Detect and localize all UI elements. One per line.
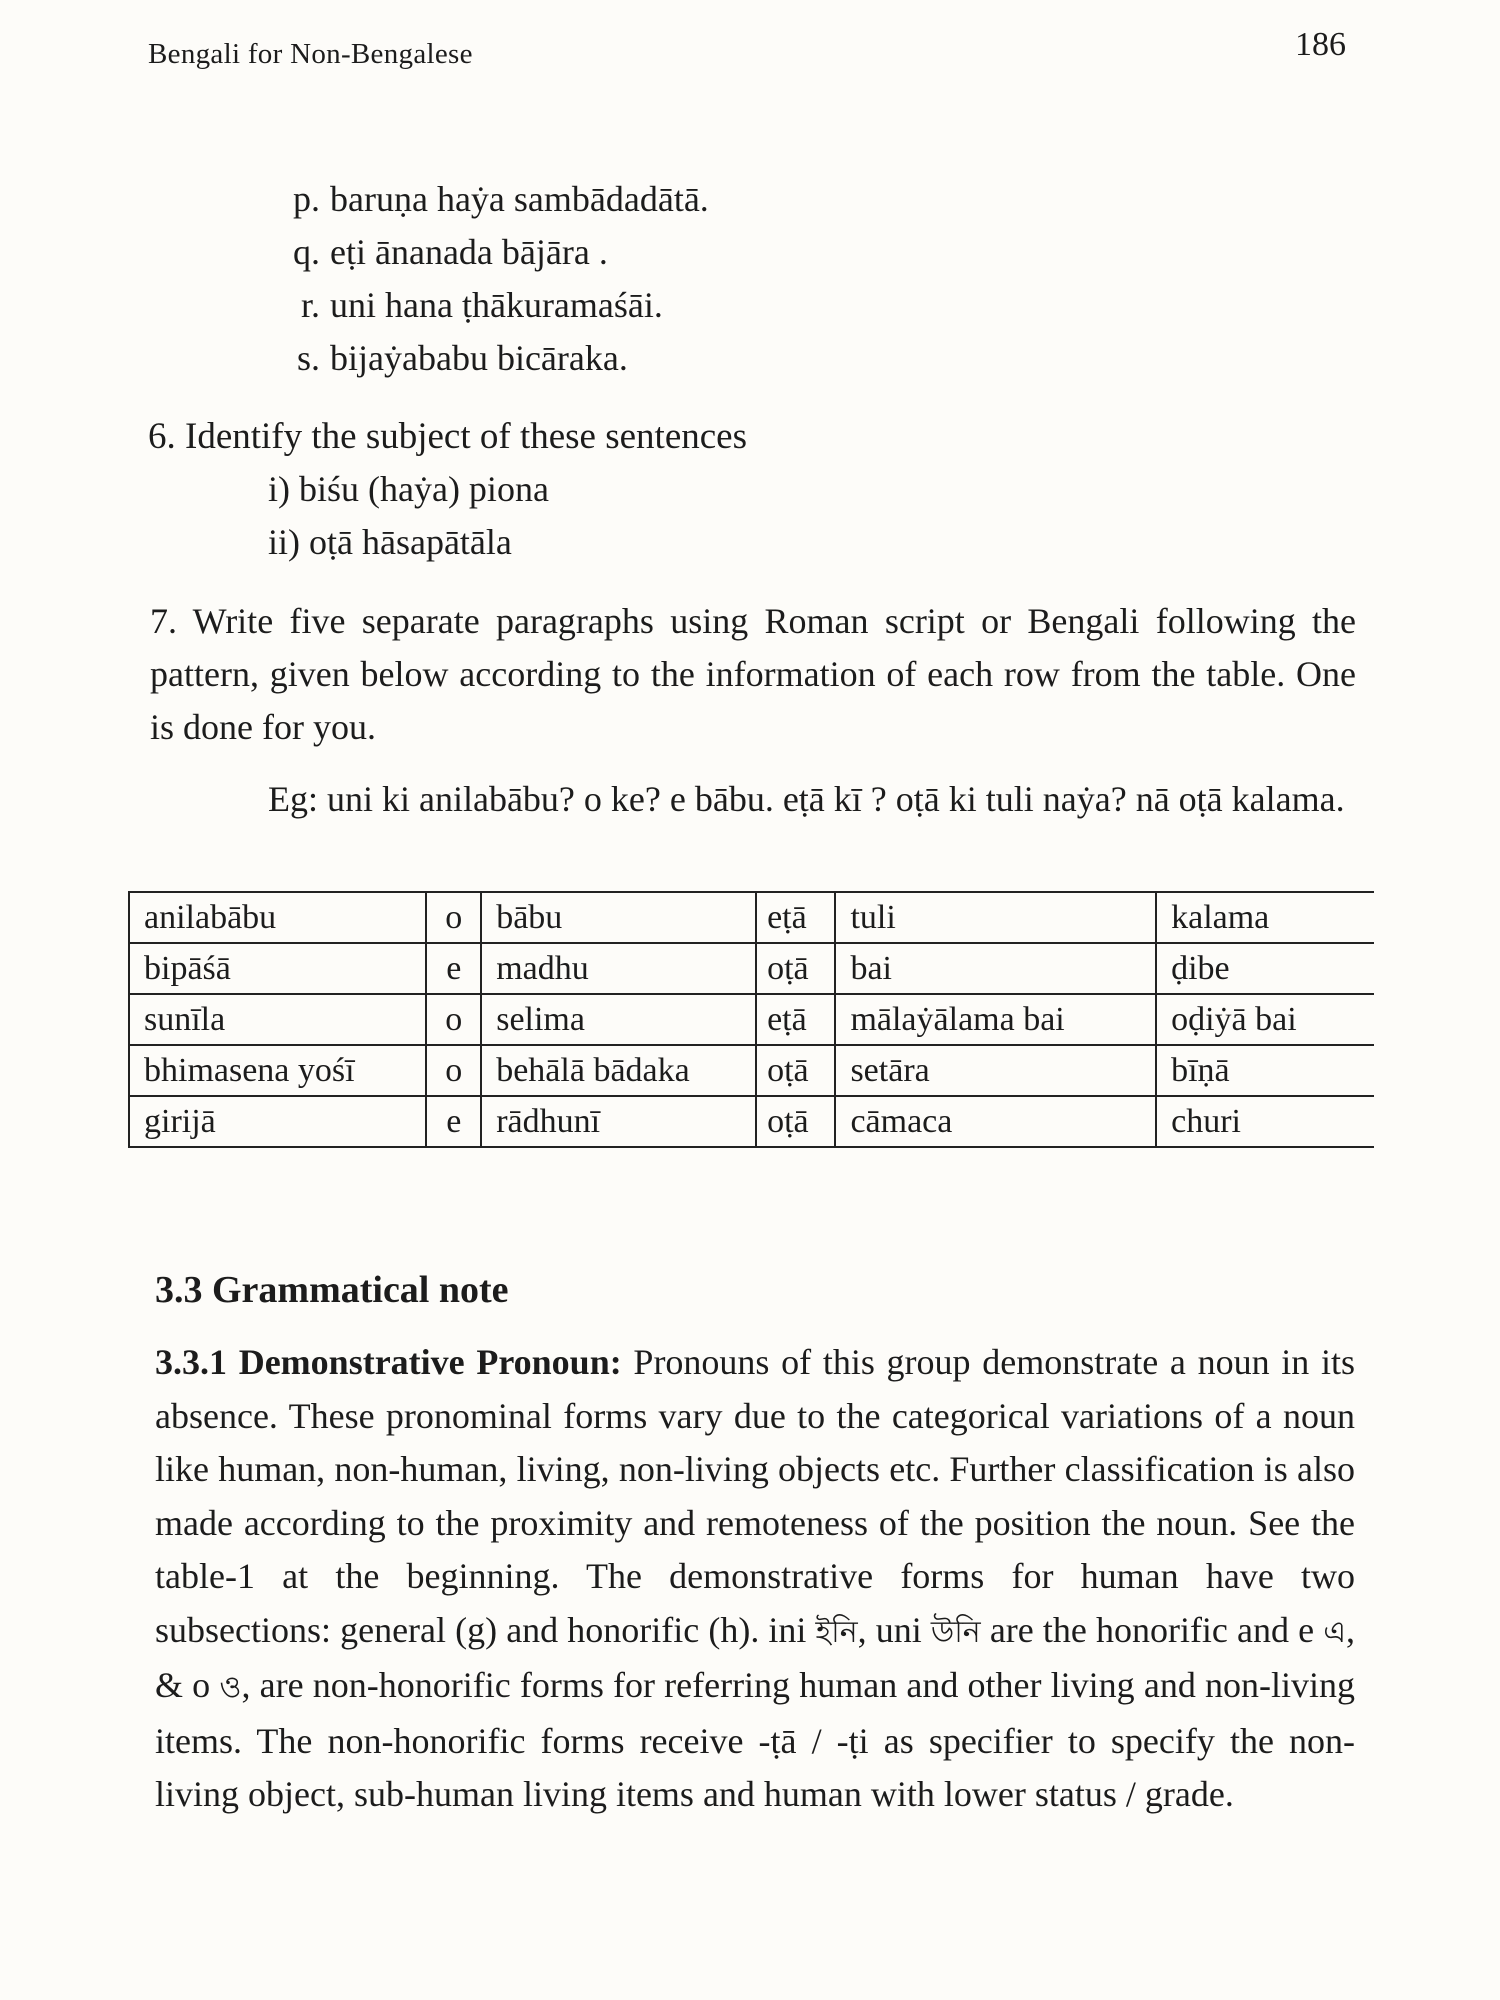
table-cell: ḍibe — [1156, 943, 1374, 994]
table-cell: bhimasena yośī — [129, 1045, 426, 1096]
list-text: eṭi ānanada bājāra . — [330, 232, 608, 272]
table-cell: bipāśā — [129, 943, 426, 994]
paragraph-text: are the honorific and e — [980, 1609, 1324, 1650]
section-heading: 3.3 Grammatical note — [155, 1269, 509, 1311]
table-cell: oṭā — [756, 1045, 835, 1096]
table-cell: churi — [1156, 1096, 1374, 1147]
table-cell: cāmaca — [835, 1096, 1156, 1147]
table-cell: oṭā — [756, 1096, 835, 1147]
table-cell: setāra — [835, 1045, 1156, 1096]
paragraph-text: , are non-honorific forms for referring human and other living and non-living items. The non-honorific forms receive -ṭā / -ṭi as specifier to specify the non-living object, sub-human living items and human with lower status / grade. — [155, 1665, 1355, 1814]
list-text: bijaẏababu bicāraka. — [330, 338, 628, 378]
table-cell: e — [426, 1096, 481, 1147]
table-cell: anilabābu — [129, 892, 426, 943]
table-row — [129, 1096, 1374, 1147]
table-cell: sunīla — [129, 994, 426, 1045]
table-cell: selima — [481, 994, 756, 1045]
information-table — [128, 891, 1374, 1148]
list-marker: r. — [300, 285, 320, 325]
list-marker: q. — [293, 232, 320, 272]
list-marker: s. — [296, 338, 320, 378]
list-item-q — [258, 231, 608, 273]
list-item-r — [258, 284, 663, 326]
table-cell: mālaẏālama bai — [835, 994, 1156, 1045]
table-row — [129, 994, 1374, 1045]
table-cell: o — [426, 892, 481, 943]
table-cell: eṭā — [756, 994, 835, 1045]
table-cell: kalama — [1156, 892, 1374, 943]
table-row — [129, 1045, 1374, 1096]
table-cell: o — [426, 1045, 481, 1096]
table-cell: e — [426, 943, 481, 994]
table-cell: girijā — [129, 1096, 426, 1147]
table-cell: tuli — [835, 892, 1156, 943]
list-item-p — [258, 178, 709, 220]
table-row — [129, 943, 1374, 994]
paragraph-text: , & o — [155, 1609, 1356, 1705]
table-row — [129, 892, 1374, 943]
exercise-6-item-2: ii) oṭā hāsapātāla — [268, 522, 512, 562]
demonstrative-pronoun-paragraph — [155, 1336, 1355, 1822]
list-text: baruṇa haẏa sambādadātā. — [330, 179, 709, 219]
subsection-heading: 3.3.1 Demonstrative Pronoun: — [155, 1342, 622, 1382]
table-cell: o — [426, 994, 481, 1045]
exercise-6-title: 6. Identify the subject of these sentences — [148, 416, 747, 457]
exercise-7-example: Eg: uni ki anilabābu? o ke? e bābu. eṭā kī ? oṭā ki tuli naẏa? nā oṭā kalama. — [268, 779, 1345, 819]
bengali-letter-o: ও — [219, 1670, 242, 1705]
list-item-s — [258, 337, 628, 379]
list-text: uni hana ṭhākuramaśāi. — [330, 285, 663, 325]
bengali-letter-e: এ — [1323, 1614, 1347, 1650]
paragraph-text: , uni — [857, 1609, 931, 1650]
table-cell: bai — [835, 943, 1156, 994]
running-title: Bengali for Non-Bengalese — [148, 38, 473, 70]
list-marker: p. — [293, 179, 320, 219]
table-cell: madhu — [481, 943, 756, 994]
exercise-7-instructions: 7. Write five separate paragraphs using Roman script or Bengali following the pattern, given below according to the information of each row from the table. One is done for you. — [150, 601, 1356, 747]
table-cell: behālā bādaka — [481, 1045, 756, 1096]
exercise-6-item-1: i) biśu (haẏa) piona — [268, 469, 549, 509]
bengali-word-ini: ইনি — [815, 1614, 858, 1650]
paragraph-text: Pronouns of this group demonstrate a noun in its absence. These pronominal forms vary due to the categorical variations of a noun like human, non-human, living, non-living objects etc. Further classification is also made according to the proximity and remoteness of the position the noun. See the table-1 at the beginning. The demonstrative forms for human have two subsections: general (g) and honorific (h). ini — [155, 1342, 1355, 1650]
page-number: 186 — [1295, 26, 1346, 63]
bengali-word-uni: উনি — [930, 1614, 981, 1650]
table-cell: bīṇā — [1156, 1045, 1374, 1096]
table-cell: eṭā — [756, 892, 835, 943]
table-cell: oḍiẏā bai — [1156, 994, 1374, 1045]
table-cell: rādhunī — [481, 1096, 756, 1147]
table-cell: bābu — [481, 892, 756, 943]
table-cell: oṭā — [756, 943, 835, 994]
